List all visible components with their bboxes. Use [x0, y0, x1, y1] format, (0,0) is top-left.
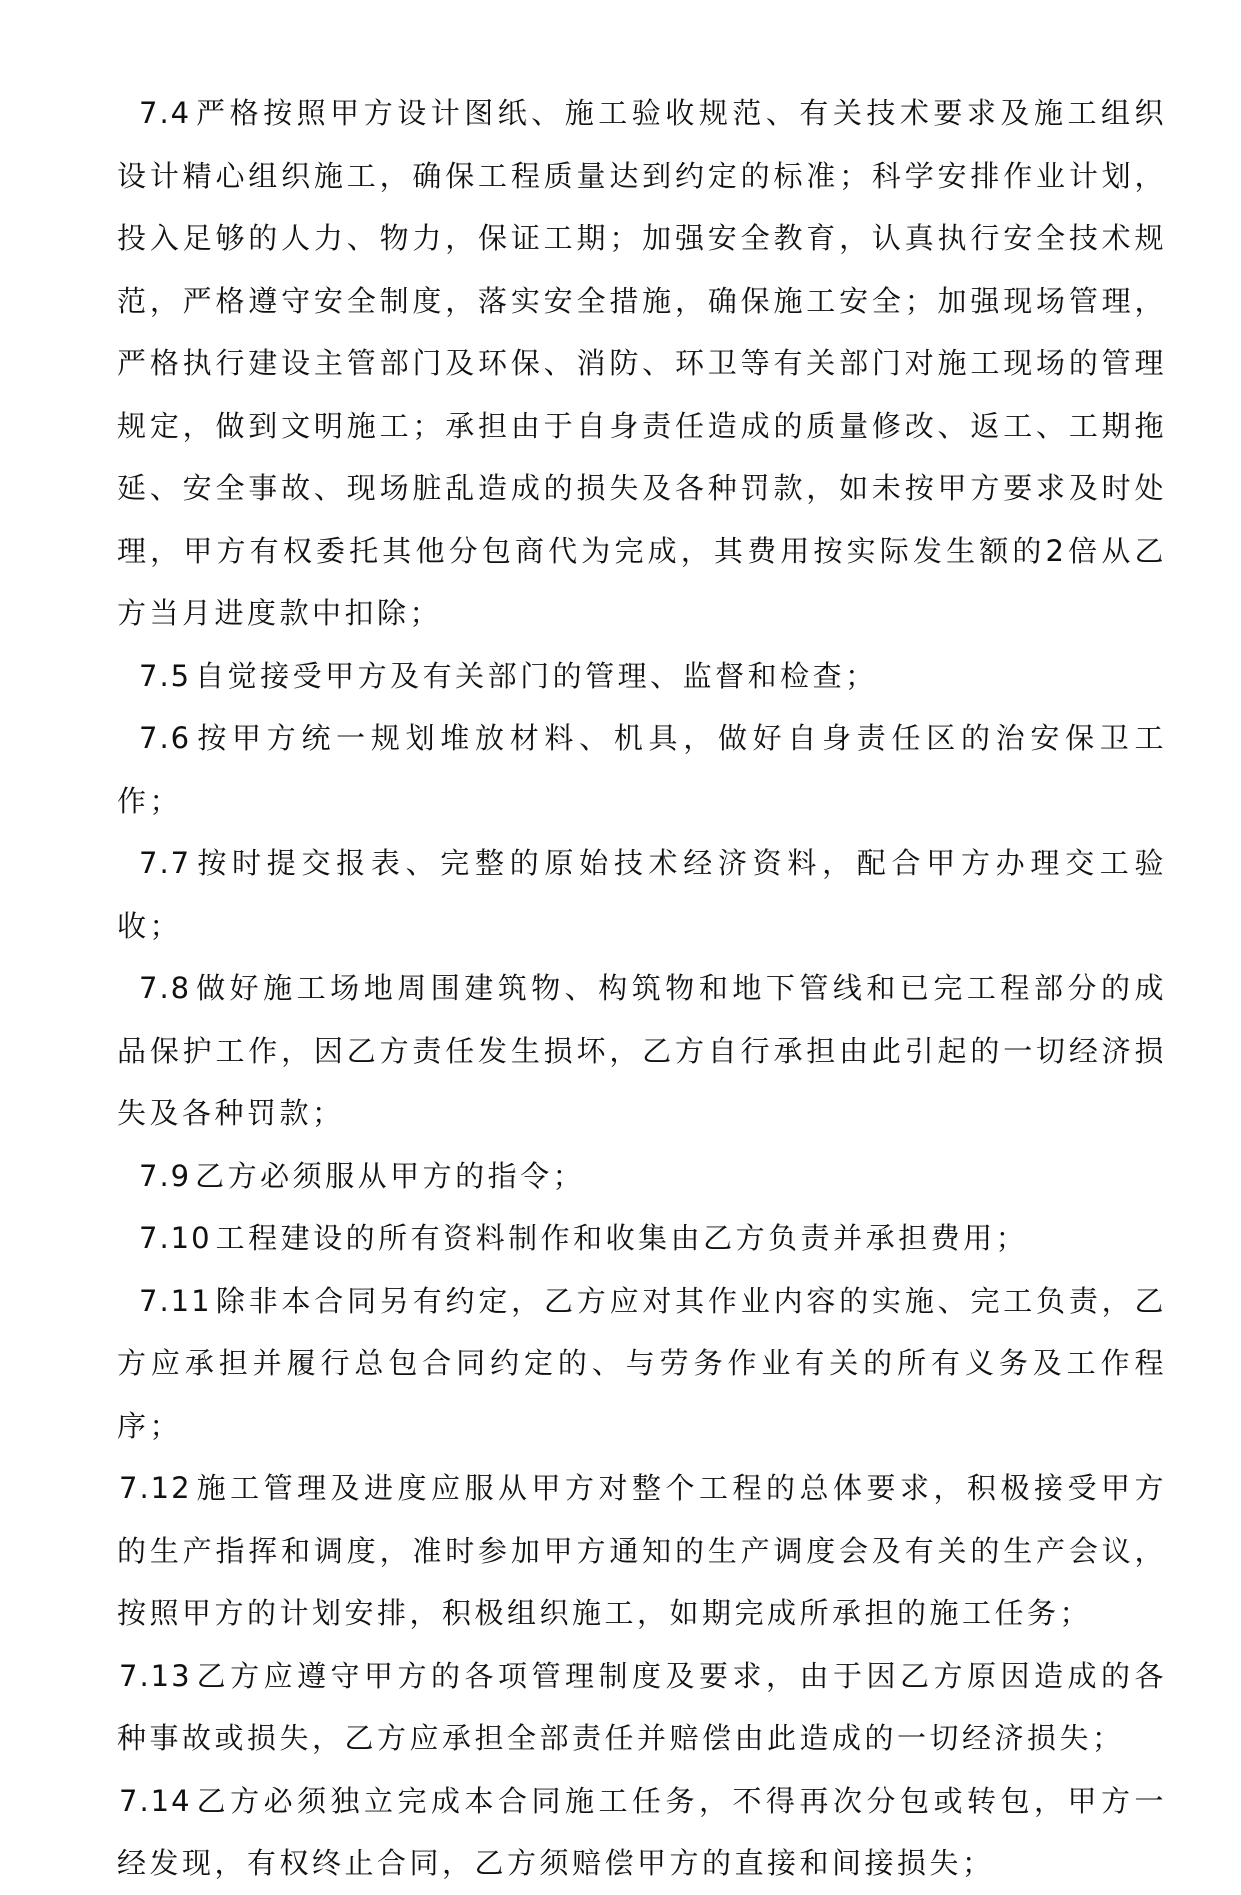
clause-7-5 — [117, 645, 1167, 708]
clause-7-8 — [117, 957, 1167, 1145]
clause-text: 乙方应遵守甲方的各项管理制度及要求，由于因乙方原因造成的各种事故或损失，乙方应承担全部责任并赔偿由此造成的一切经济损失； — [117, 1658, 1167, 1755]
clause-number: 7.11 — [139, 1283, 212, 1318]
clause-7-4 — [117, 82, 1167, 645]
clause-7-10 — [117, 1207, 1167, 1270]
clause-number: 7.9 — [139, 1158, 192, 1193]
clause-7-6 — [117, 707, 1167, 832]
clause-text: 按时提交报表、完整的原始技术经济资料，配合甲方办理交工验收； — [117, 846, 1167, 943]
clause-text: 做好施工场地周围建筑物、构筑物和地下管线和已完工程部分的成品保护工作，因乙方责任发生损坏，乙方自行承担由此引起的一切经济损失及各种罚款； — [117, 971, 1167, 1130]
clause-7-12 — [117, 1457, 1167, 1645]
clause-number: 7.13 — [119, 1658, 192, 1693]
clause-text: 按甲方统一规划堆放材料、机具，做好自身责任区的治安保卫工作； — [117, 721, 1167, 818]
clause-7-13 — [117, 1645, 1167, 1770]
clause-text: 严格按照甲方设计图纸、施工验收规范、有关技术要求及施工组织设计精心组织施工，确保工程质量达到约定的标准；科学安排作业计划，投入足够的人力、物力，保证工期；加强安全教育，认真执行安全技术规范，严格遵守安全制度，落实安全措施，确保施工安全；加强现场管理，严格执行建设主管部门及环保、消防、环卫等有关部门对施工现场的管理规定，做到文明施工；承担由于自身责任造成的质量修改、返工、工期拖延、安全事故、现场脏乱造成的损失及各种罚款，如未按甲方要求及时处理，甲方有权委托其他分包商代为完成，其费用按实际发生额的2倍从乙方当月进度款中扣除； — [117, 96, 1167, 630]
clause-number: 7.7 — [139, 846, 192, 880]
clause-number: 7.6 — [139, 721, 192, 755]
clause-text: 施工管理及进度应服从甲方对整个工程的总体要求，积极接受甲方的生产指挥和调度，准时参加甲方通知的生产调度会及有关的生产会议，按照甲方的计划安排，积极组织施工，如期完成所承担的施工任务； — [117, 1471, 1167, 1630]
clause-number: 7.12 — [119, 1471, 192, 1505]
clause-text: 乙方必须独立完成本合同施工任务，不得再次分包或转包，甲方一经发现，有权终止合同，乙方须赔偿甲方的直接和间接损失； — [117, 1783, 1167, 1880]
clause-number: 7.14 — [119, 1783, 192, 1818]
clause-7-11 — [117, 1270, 1167, 1458]
clause-number: 7.5 — [139, 658, 192, 693]
clause-text: 乙方必须服从甲方的指令； — [195, 1158, 586, 1193]
clause-text: 自觉接受甲方及有关部门的管理、监督和检查； — [195, 658, 878, 693]
clause-text: 除非本合同另有约定，乙方应对其作业内容的实施、完工负责，乙方应承担并履行总包合同约定的、与劳务作业有关的所有义务及工作程序； — [117, 1283, 1167, 1443]
clause-number: 7.4 — [139, 96, 192, 130]
clause-7-9 — [117, 1145, 1167, 1208]
clause-7-14 — [117, 1770, 1167, 1895]
clause-number: 7.10 — [139, 1221, 212, 1255]
clause-text: 工程建设的所有资料制作和收集由乙方负责并承担费用； — [215, 1221, 1029, 1255]
clause-number: 7.8 — [139, 971, 192, 1005]
clause-7-7 — [117, 832, 1167, 957]
